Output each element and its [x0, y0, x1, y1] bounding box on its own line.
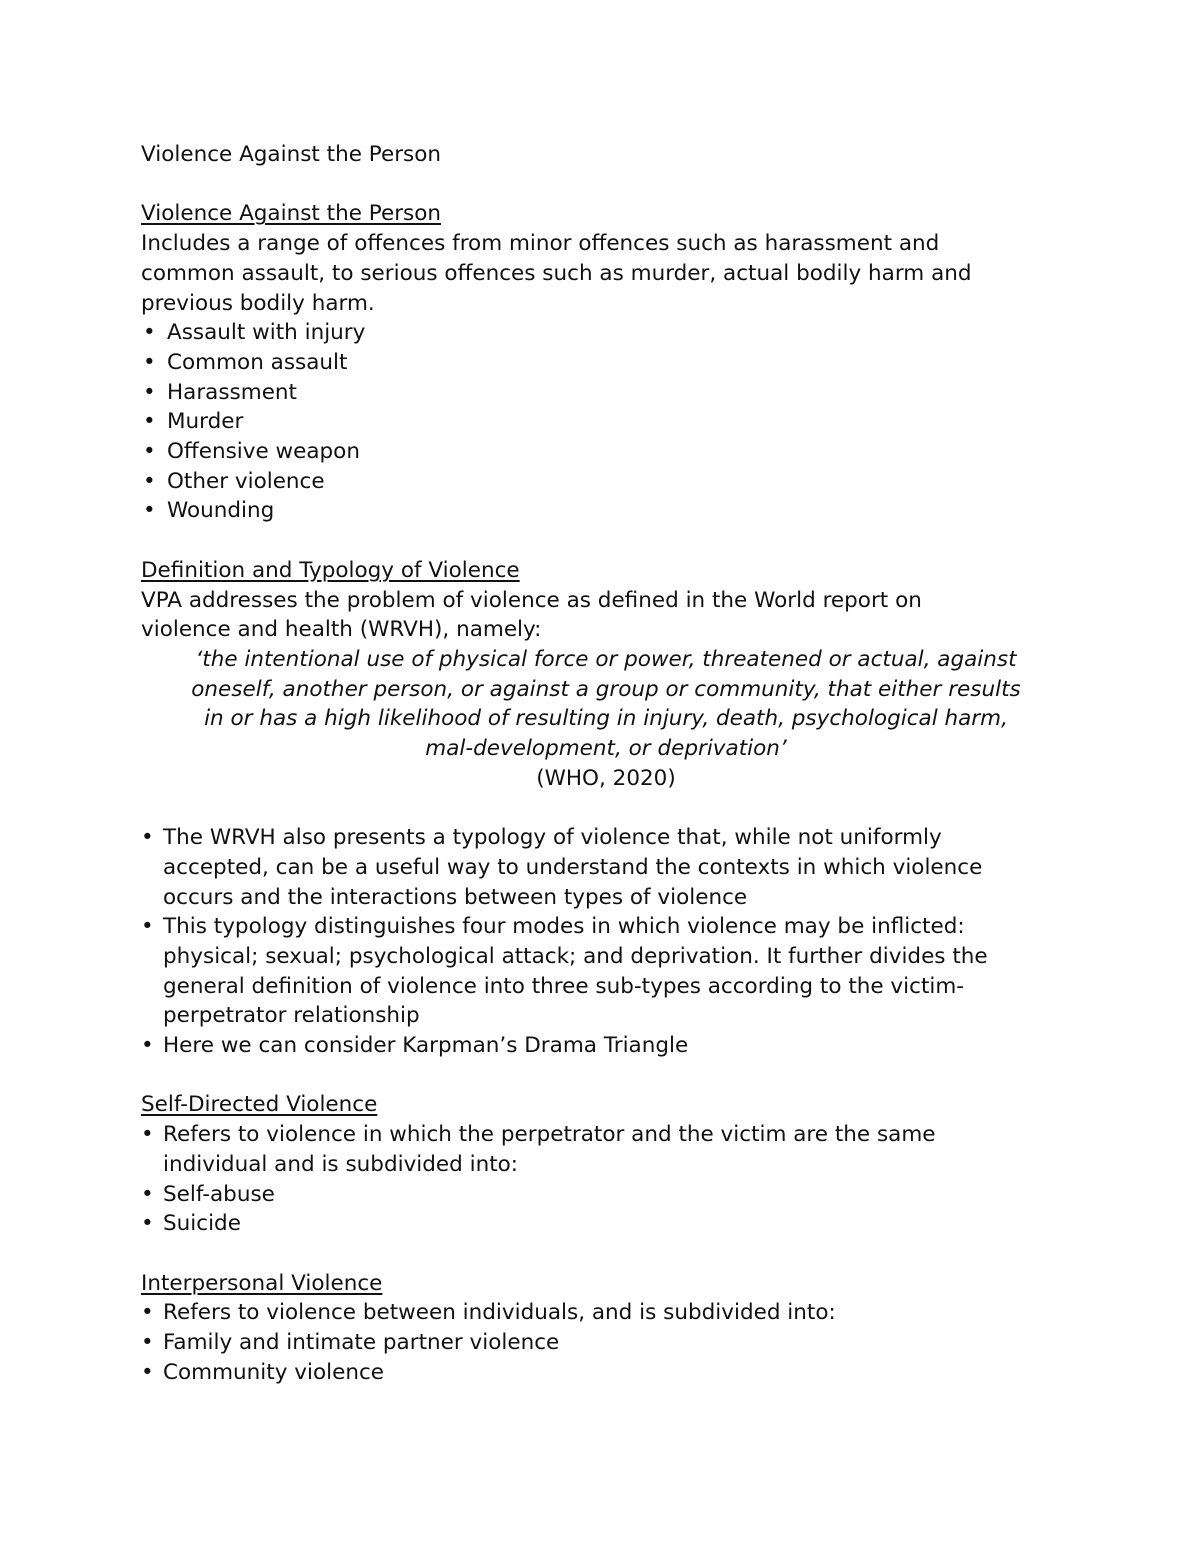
- list-item: [141, 318, 1071, 348]
- spacer: [141, 793, 1071, 823]
- quote-line: mal-development, or deprivation’: [425, 736, 787, 762]
- bullet-item: [141, 1328, 1071, 1358]
- quote-source: (WHO, 2020): [536, 765, 676, 791]
- quote-line: in or has a high likelihood of resulting in injury, death, psychological harm,: [204, 706, 1008, 732]
- list-item-label: Other violence: [167, 468, 325, 494]
- quote-line: ‘the intentional use of physical force or power, threatened or actual, against: [195, 646, 1017, 672]
- bullet-item: [141, 912, 1071, 1031]
- interpersonal-bullets: [141, 1298, 1071, 1387]
- bullet-line: individual and is subdivided into:: [163, 1151, 519, 1177]
- paragraph-line: common assault, to serious offences such as murder, actual bodily harm and: [141, 260, 972, 286]
- bullet-line: accepted, can be a useful way to understand the contexts in which violence: [163, 854, 983, 880]
- list-item-label: Wounding: [167, 498, 275, 524]
- paragraph-line: Includes a range of offences from minor offences such as harassment and: [141, 231, 940, 257]
- list-item: [141, 378, 1071, 408]
- list-item-label: Common assault: [167, 349, 348, 375]
- bullet-line: general definition of violence into three sub-types according to the victim-: [163, 973, 965, 999]
- bullet-line: • Community violence: [163, 1359, 384, 1385]
- section-definition-typology: [141, 556, 1071, 1061]
- bullet-line: physical; sexual; psychological attack; and deprivation. It further divides the: [163, 943, 988, 969]
- bullet-item: [141, 1298, 1071, 1328]
- bullet-line: • This typology distinguishes four modes in which violence may be inflicted:: [163, 914, 965, 940]
- bullet-line: • The WRVH also presents a typology of violence that, while not uniformly: [163, 825, 942, 851]
- bullet-line: perpetrator relationship: [163, 1003, 420, 1029]
- bullet-line: • Refers to violence between individuals, and is subdivided into:: [163, 1300, 836, 1326]
- document-title: Violence Against the Person: [141, 142, 442, 167]
- paragraph-line: VPA addresses the problem of violence as defined in the World report on: [141, 587, 922, 613]
- typology-bullets: [141, 823, 1071, 1061]
- section-heading: Definition and Typology of Violence: [141, 557, 520, 583]
- paragraph-line: previous bodily harm.: [141, 290, 375, 316]
- list-item: [141, 496, 1071, 526]
- paragraph-line: violence and health (WRVH), namely:: [141, 617, 542, 643]
- section-violence-against-person: [141, 199, 1071, 526]
- bullet-item: [141, 1031, 1071, 1061]
- section-heading: Violence Against the Person: [141, 201, 442, 227]
- bullet-item: [141, 1358, 1071, 1388]
- bullet-item: [141, 1120, 1071, 1179]
- section-interpersonal-violence: [141, 1269, 1071, 1388]
- list-item-label: Murder: [167, 409, 244, 435]
- self-directed-bullets: [141, 1120, 1071, 1239]
- list-item: [141, 348, 1071, 378]
- bullet-line: • Suicide: [163, 1211, 241, 1237]
- section-self-directed-violence: [141, 1090, 1071, 1239]
- section-heading: Interpersonal Violence: [141, 1270, 383, 1296]
- list-item-label: Assault with injury: [167, 320, 366, 346]
- quote-line: oneself, another person, or against a group or community, that either results: [191, 676, 1021, 702]
- list-item: [141, 407, 1071, 437]
- definition-quote: [137, 645, 1075, 764]
- list-item: [141, 437, 1071, 467]
- bullet-line: • Family and intimate partner violence: [163, 1330, 560, 1356]
- bullet-line: occurs and the interactions between types of violence: [163, 884, 748, 910]
- bullet-item: [141, 1209, 1071, 1239]
- bullet-item: [141, 1180, 1071, 1210]
- list-item-label: Harassment: [167, 379, 297, 405]
- bullet-line: • Here we can consider Karpman’s Drama Triangle: [163, 1033, 689, 1059]
- offence-list: [141, 318, 1071, 526]
- list-item: [141, 467, 1071, 497]
- section-heading: Self-Directed Violence: [141, 1092, 378, 1118]
- list-item-label: Offensive weapon: [167, 439, 360, 465]
- bullet-item: [141, 823, 1071, 912]
- document-page: [141, 140, 1071, 1417]
- bullet-line: • Refers to violence in which the perpetrator and the victim are the same: [163, 1122, 936, 1148]
- bullet-line: • Self-abuse: [163, 1181, 275, 1207]
